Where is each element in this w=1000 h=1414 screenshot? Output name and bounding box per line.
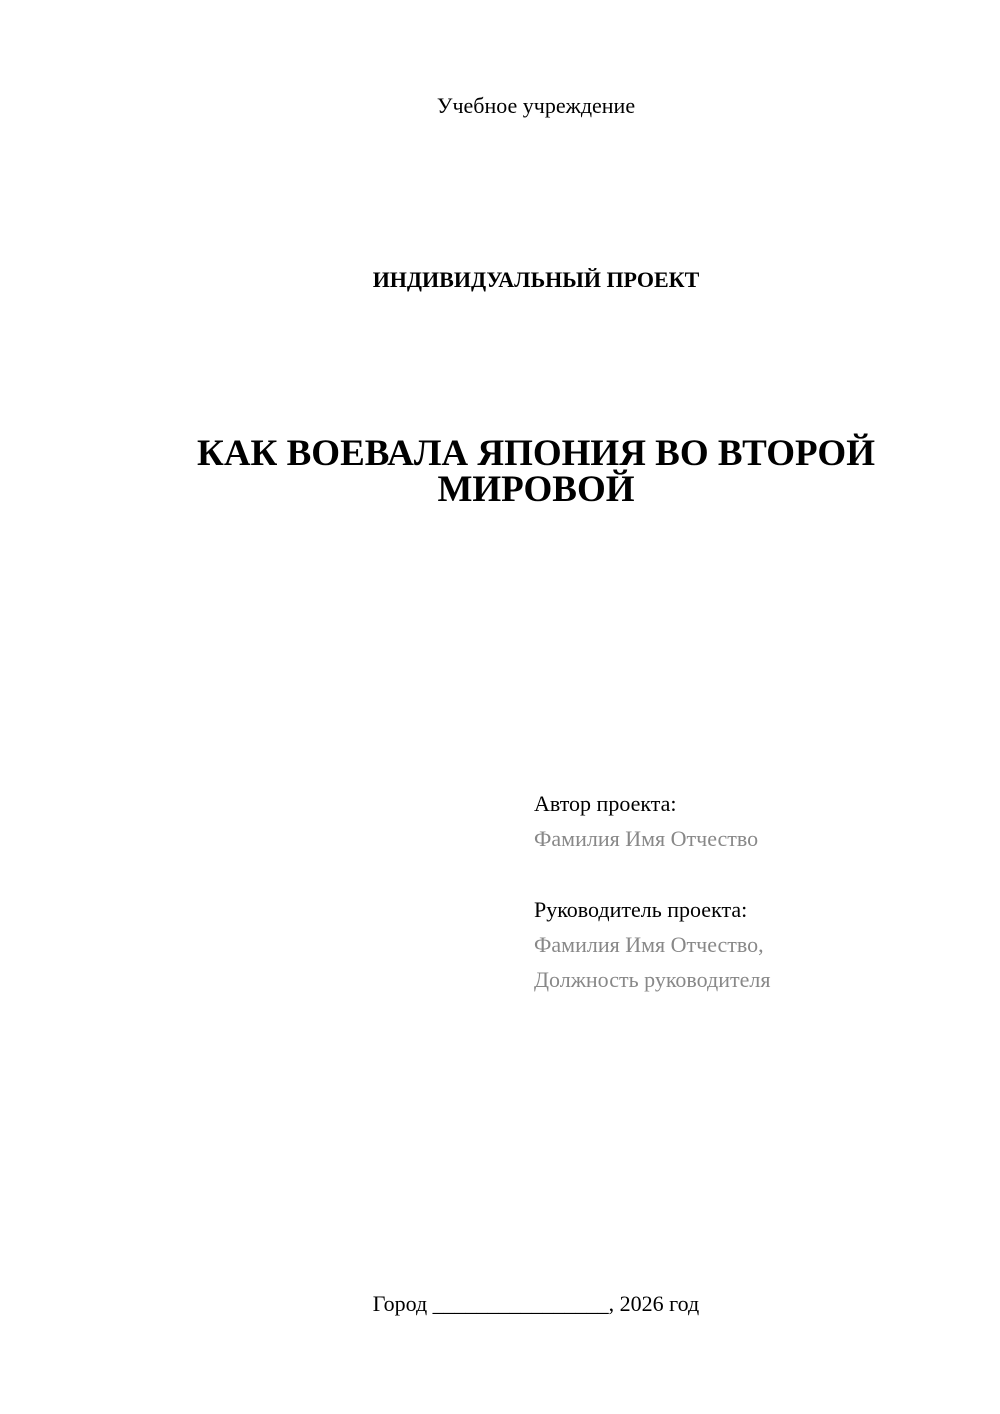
project-title-line-1: КАК ВОЕВАЛА ЯПОНИЯ ВО ВТОРОЙ <box>197 433 875 474</box>
project-type-heading: ИНДИВИДУАЛЬНЫЙ ПРОЕКТ <box>372 267 700 292</box>
author-block <box>534 786 974 856</box>
project-title-line-2: МИРОВОЙ <box>437 469 635 510</box>
city-year-footer: Город ________________, 2026 год <box>372 1291 700 1316</box>
author-label: Автор проекта: <box>534 791 677 816</box>
supervisor-name: Фамилия Имя Отчество, <box>534 932 764 957</box>
author-name: Фамилия Имя Отчество <box>534 826 759 851</box>
supervisor-position: Должность руководителя <box>534 967 771 992</box>
supervisor-block <box>534 892 974 997</box>
supervisor-label: Руководитель проекта: <box>534 897 748 922</box>
institution-name: Учебное учреждение <box>436 93 636 118</box>
project-title <box>150 433 922 510</box>
